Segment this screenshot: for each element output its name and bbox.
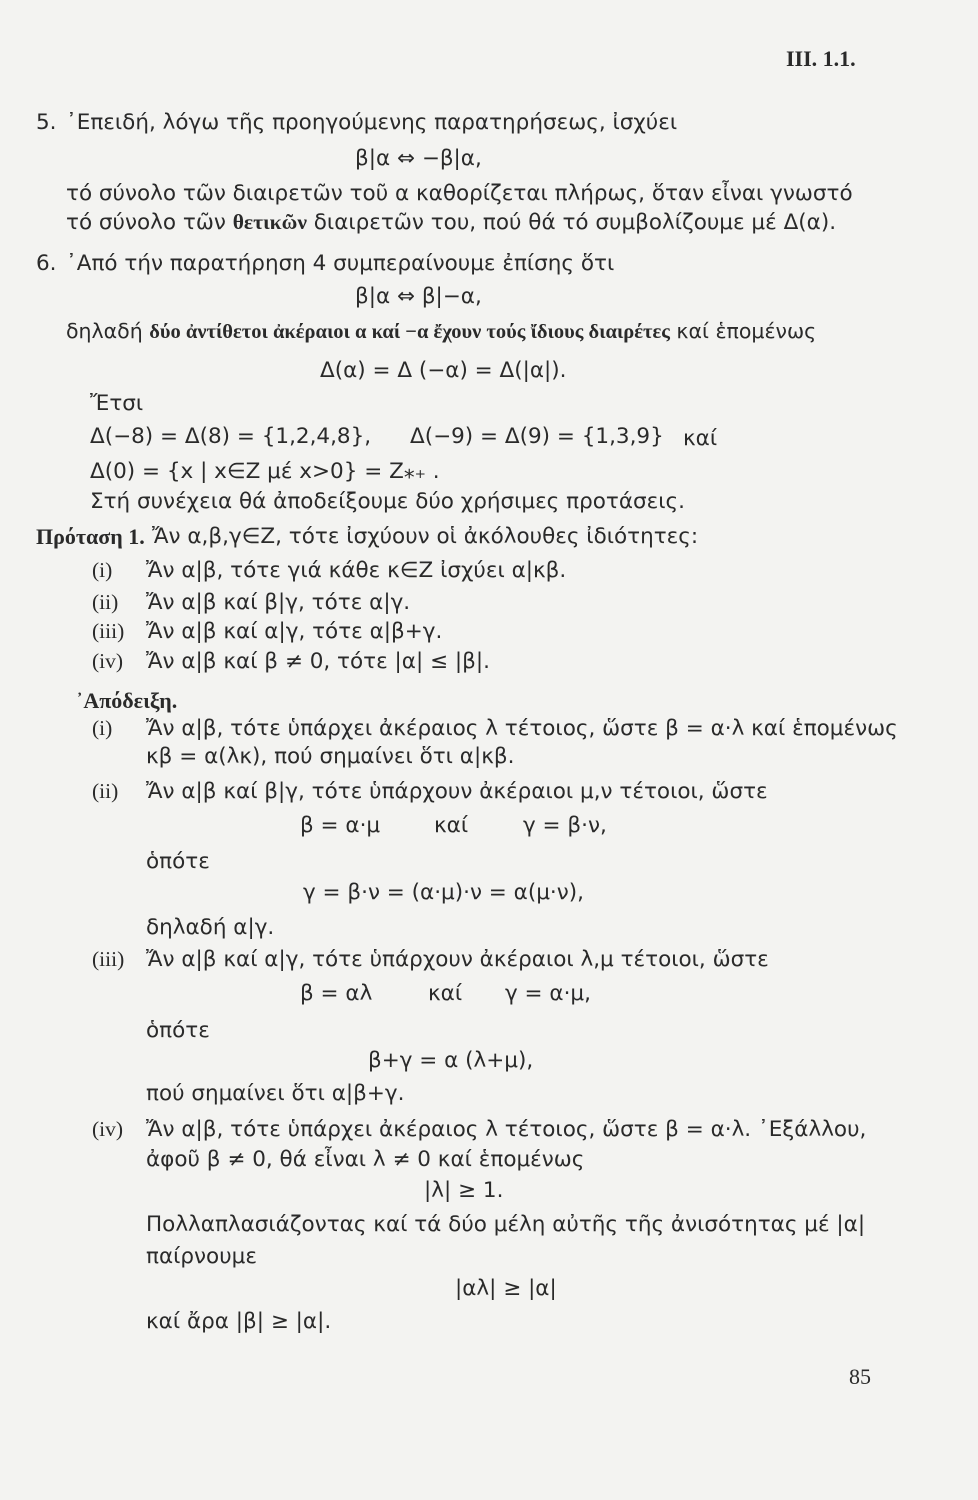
proof-iii-opote: ὁπότε: [146, 1018, 210, 1043]
prop-ii-text: Ἄν α|β καί β|γ, τότε α|γ.: [146, 590, 411, 615]
prop-i-text: Ἄν α|β, τότε γιά κάθε κ∈Z ἰσχύει α|κβ.: [146, 558, 567, 583]
item-5-line-3-end: διαιρετῶν του, πού θά τό συμβολίζουμε μέ Δ(α).: [313, 210, 837, 235]
proof-iii-label: (iii): [92, 947, 125, 971]
proof-ii-opote: ὁπότε: [146, 849, 210, 874]
example-1-right: Δ(−9) = Δ(9) = {1,3,9}: [410, 424, 664, 449]
proof-ii-line-1: Ἄν α|β καί β|γ, τότε ὑπάρχουν ἀκέραιοι μ,ν τέτοιοι, ὥστε: [146, 779, 768, 804]
item-6-line-2-end: καί ἑπομένως: [676, 319, 817, 343]
prop-iii-label: (iii): [92, 619, 125, 643]
item-6-text: ᾿Από τήν παρατήρηση 4 συμπεραίνουμε ἐπίσης ὅτι: [66, 251, 615, 276]
item-5-bold-word: θετικῶν: [232, 210, 307, 234]
item-5-line-2: τό σύνολο τῶν διαιρετῶν τοῦ α καθορίζεται πλήρως, ὅταν εἶναι γνωστό: [66, 181, 853, 206]
item-5-line-3-start: τό σύνολο τῶν: [66, 210, 226, 235]
proof-iv-label: (iv): [92, 1117, 124, 1141]
item-6-equation-2: Δ(α) = Δ (−α) = Δ(|α|).: [320, 358, 567, 383]
etsi-text: Ἔτσι: [90, 391, 144, 416]
proof-iii-eq-1-kai: καί: [428, 981, 463, 1006]
proof-ii-label: (ii): [92, 779, 119, 803]
proof-iv-line-2: ἀφοῦ β ≠ 0, θά εἶναι λ ≠ 0 καί ἑπομένως: [146, 1147, 585, 1172]
item-6-line-2-start: δηλαδή: [66, 319, 143, 343]
section-header: III. 1.1.: [786, 46, 856, 71]
prop-iv-text: Ἄν α|β καί β ≠ 0, τότε |α| ≤ |β|.: [146, 649, 490, 674]
prop-i-label: (i): [92, 558, 113, 582]
proof-ii-conclusion: δηλαδή α|γ.: [146, 915, 275, 940]
proof-ii-eq-1-kai: καί: [434, 813, 469, 838]
proof-iv-conclusion: καί ἄρα |β| ≥ |α|.: [146, 1309, 332, 1334]
proof-iii-eq-1b: γ = α·μ,: [505, 981, 591, 1006]
item-6-equation: β|α ⇔ β|−α,: [355, 284, 482, 309]
proof-iv-eq-2: |αλ| ≥ |α|: [455, 1276, 557, 1301]
item-6-line-2: [66, 321, 816, 343]
proof-iii-eq-2: β+γ = α (λ+μ),: [368, 1048, 534, 1073]
item-5-line-3: [66, 212, 836, 234]
proof-label: ᾿Απόδειξη.: [76, 688, 178, 713]
proof-ii-eq-1b: γ = β·ν,: [523, 813, 607, 838]
example-1-left: Δ(−8) = Δ(8) = {1,2,4,8},: [90, 424, 372, 449]
proof-ii-eq-2: γ = β·ν = (α·μ)·ν = α(μ·ν),: [303, 880, 584, 905]
item-5-number: 5.: [36, 110, 57, 135]
prop-iv-label: (iv): [92, 649, 124, 673]
example-2: Δ(0) = {x | x∈Z μέ x>0} = Z⁎₊ .: [90, 459, 440, 484]
proof-i-line-2: κβ = α(λκ), πού σημαίνει ὅτι α|κβ.: [146, 744, 515, 769]
proof-iii-conclusion: πού σημαίνει ὅτι α|β+γ.: [146, 1081, 405, 1106]
item-6-number: 6.: [36, 251, 57, 276]
proof-iv-line-4: παίρνουμε: [146, 1244, 257, 1269]
item-5-text: ᾿Επειδή, λόγω τῆς προηγούμενης παρατηρήσεως, ἰσχύει: [66, 110, 678, 135]
prop-ii-label: (ii): [92, 590, 119, 614]
example-1-kai: καί: [683, 426, 718, 451]
prop-iii-text: Ἄν α|β καί α|γ, τότε α|β+γ.: [146, 619, 443, 644]
proof-iii-line-1: Ἄν α|β καί α|γ, τότε ὑπάρχουν ἀκέραιοι λ,μ τέτοιοι, ὥστε: [146, 947, 769, 972]
item-6-bold-statement: δύο ἀντίθετοι ἀκέραιοι α καί −α ἔχουν τούς ἴδιους διαιρέτες: [149, 321, 670, 343]
proposition-text: Ἄν α,β,γ∈Z, τότε ἰσχύουν οἱ ἀκόλουθες ἰδιότητες:: [152, 524, 699, 549]
proposition-label: Πρόταση 1.: [36, 524, 145, 549]
proof-iv-eq-1: |λ| ≥ 1.: [424, 1178, 504, 1203]
item-5-equation: β|α ⇔ −β|α,: [355, 146, 482, 171]
proof-i-line-1: Ἄν α|β, τότε ὑπάρχει ἀκέραιος λ τέτοιος, ὥστε β = α·λ καί ἑπομένως: [146, 716, 898, 741]
proof-iv-line-3: Πολλαπλασιάζοντας καί τά δύο μέλη αὐτῆς τῆς ἀνισότητας μέ |α|: [146, 1212, 866, 1237]
proof-iii-eq-1a: β = αλ: [300, 981, 373, 1006]
proof-iv-line-1: Ἄν α|β, τότε ὑπάρχει ἀκέραιος λ τέτοιος, ὥστε β = α·λ. ᾿Εξάλλου,: [146, 1117, 867, 1142]
page-number: 85: [849, 1364, 871, 1389]
continuation-text: Στή συνέχεια θά ἀποδείξουμε δύο χρήσιμες προτάσεις.: [90, 489, 685, 514]
proof-i-label: (i): [92, 716, 113, 740]
proof-ii-eq-1a: β = α·μ: [300, 813, 381, 838]
